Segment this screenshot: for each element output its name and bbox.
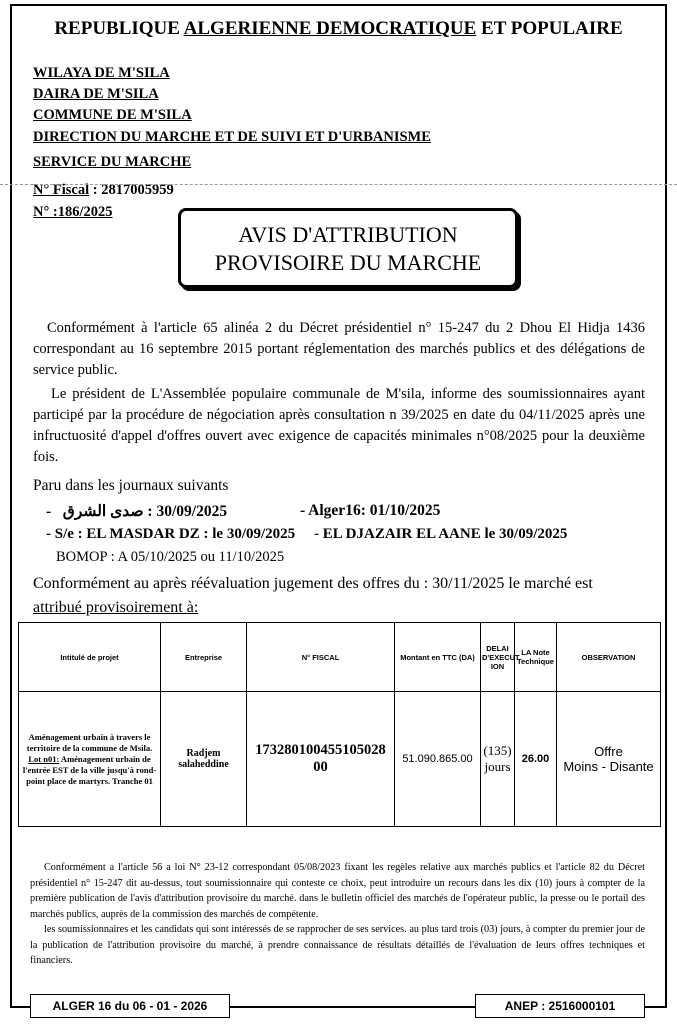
col-header-note: LA Note Technique <box>515 623 557 692</box>
cell-observation: Offre Moins - Disante <box>557 692 661 827</box>
header-direction: DIRECTION DU MARCHE ET DE SUIVI ET D'URBANISME <box>33 129 431 145</box>
table-row <box>19 692 661 827</box>
cell-entreprise: Radjem salaheddine <box>161 692 247 827</box>
col-header-intitule: Intitulé de projet <box>19 623 161 692</box>
newspaper-1-arabic: صدى الشرق <box>62 503 144 520</box>
table-header-row <box>19 623 661 692</box>
newspaper-1: - صدى الشرق : 30/09/2025 <box>46 503 228 520</box>
newspaper-3: - S/e : EL MASDAR DZ : le 30/09/2025 <box>46 526 296 542</box>
reevaluation-line: Conformément au après réévaluation jugement des offres du : 30/11/2025 le marché est <box>33 575 593 592</box>
header-wilaya: WILAYA DE M'SILA <box>33 65 170 81</box>
cell-note: 26.00 <box>515 692 557 827</box>
col-header-entreprise: Entreprise <box>161 623 247 692</box>
document-number: N° :186/2025 <box>33 204 113 220</box>
avis-title-line1: AVIS D'ATTRIBUTION <box>238 222 458 247</box>
col-header-fiscal: N° FISCAL <box>247 623 395 692</box>
attribution-label: attribué provisoirement à: <box>33 599 199 616</box>
header-commune: COMMUNE DE M'SILA <box>33 107 192 123</box>
avis-title-box <box>178 208 518 288</box>
publication-date-tag: ALGER 16 du 06 - 01 - 2026 <box>30 994 230 1018</box>
header-daira: DAIRA DE M'SILA <box>33 86 159 102</box>
cell-delai: (135) jours <box>481 692 515 827</box>
paragraph-president: Le président de L'Assemblée populaire communale de M'sila, informe des soumissionnaires ayant participé par la procédure de négociation après consultation n 39/2025 en date du 04/11/2025 après une infructuosité d'appel d'offres ouvert avec exigence de capacités minimales n°08/2025 pour la deuxième fois. <box>33 386 645 465</box>
paragraph-decree: Conformément à l'article 65 alinéa 2 du Décret présidentiel n° 15-247 du 2 Dhou El Hidja 1436 correspondant au 16 septembre 2015 portant réglementation des marchés publics et des délégations de service public. <box>33 320 645 378</box>
cell-intitule: Aménagement urbain à travers le territoire de la commune de Msila. Lot n01: Aménagement urbain de l'entrée EST de la ville jusqu'à rond-point place de martyrs. Tranche 01 <box>19 692 161 827</box>
footer-text <box>30 860 645 969</box>
header-service: SERVICE DU MARCHE <box>33 154 192 170</box>
newspaper-2: - Alger16: 01/10/2025 <box>300 502 441 519</box>
bomop-line: BOMOP : A 05/10/2025 ou 11/10/2025 <box>56 549 285 565</box>
attribution-table <box>18 622 661 827</box>
anep-reference-tag: ANEP : 2516000101 <box>475 994 645 1018</box>
footer-paragraph-1: Conformément a l'article 56 a loi N° 23-12 correspondant 05/08/2023 fixant les regèles relative aux marchés publics et l'article 82 du Décret présidentiel n° 15-247 dit au-dessus, tout soumissionnaire qui conteste ce choix, peut introduire un recours dans les dix (10) jours à compter de la première publication de l'avis d'attribution provisoire du marché. dans le bulletin officiel des marchés de l'opérateur public, la presse ou le portail des marchés publics, auprès de la commission des marchés de compétente. <box>30 862 645 920</box>
newspapers-intro: Paru dans les journaux suivants <box>33 477 229 494</box>
col-header-delai: DELAI D'EXECUT ION <box>481 623 515 692</box>
cell-montant: 51.090.865.00 <box>395 692 481 827</box>
republic-title: REPUBLIQUE ALGERIENNE DEMOCRATIQUE ET POPULAIRE <box>54 18 623 39</box>
cell-fiscal: 173280100455105028 00 <box>247 692 395 827</box>
avis-title-line2: PROVISOIRE DU MARCHE <box>214 250 482 275</box>
col-header-montant: Montant en TTC (DA) <box>395 623 481 692</box>
dashed-divider <box>0 184 677 185</box>
footer-paragraph-2: les soumissionnaires et les candidats qui sont intéressés de se rapprocher de ses services. au plus tard trois (03) jours, à compter du premier jour de la publication de l'attribution provisoire du marché, à prendre connaissance de résultats détaillés de l'évaluation de leurs offres techniques et financiers. <box>30 924 645 966</box>
fiscal-number: N° Fiscal : 2817005959 <box>33 182 174 198</box>
col-header-observation: OBSERVATION <box>557 623 661 692</box>
newspaper-4: - EL DJAZAIR EL AANE le 30/09/2025 <box>314 526 568 542</box>
